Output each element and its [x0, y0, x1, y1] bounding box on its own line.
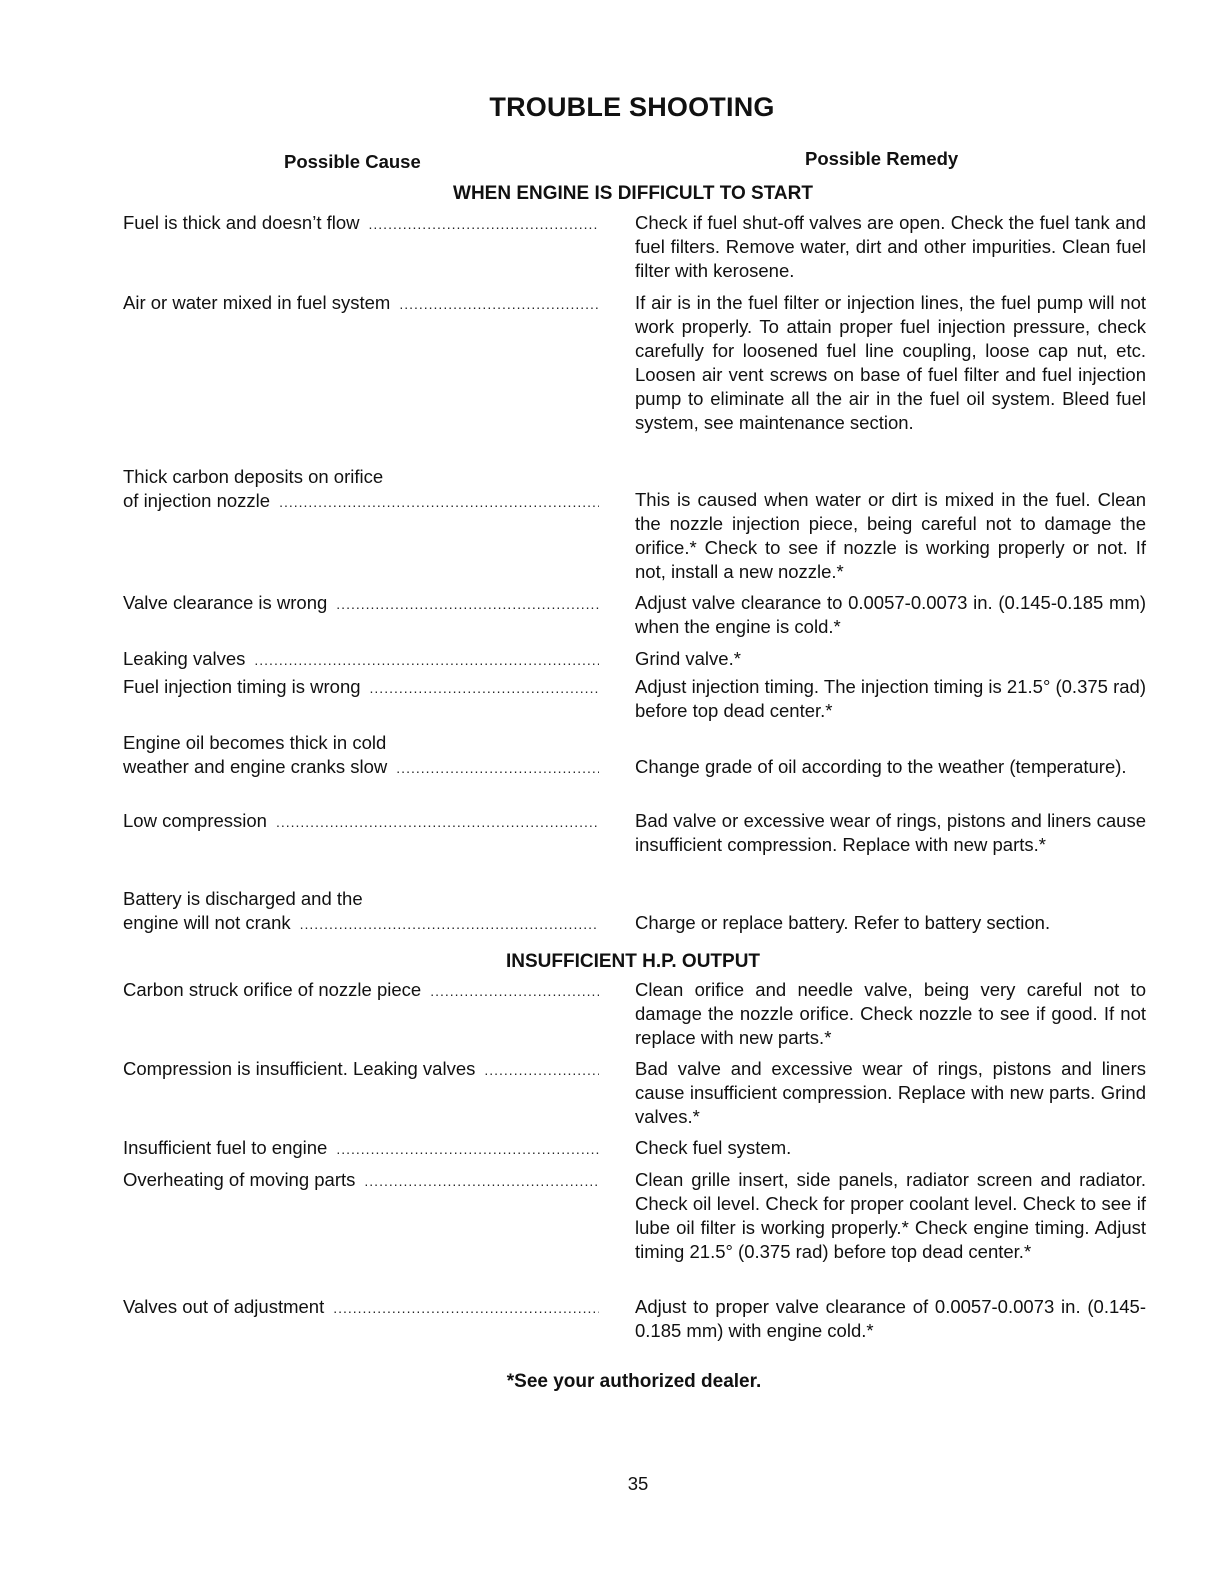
cause-text: Fuel injection timing is wrong — [123, 676, 361, 697]
cause-text: of injection nozzle — [123, 490, 271, 511]
dot-leader — [484, 1058, 599, 1082]
cause-text: Air or water mixed in fuel system — [123, 292, 391, 313]
page-title: TROUBLE SHOOTING — [489, 92, 775, 122]
cause-cell — [123, 731, 599, 780]
dot-leader — [333, 1296, 599, 1320]
remedy-text: Bad valve or excessive wear of rings, pistons and liners cause insufficient compression. Replace with new parts.* — [635, 810, 1146, 855]
cause-cell — [123, 291, 599, 316]
cause-text-first-line: Thick carbon deposits on orifice — [123, 466, 384, 487]
footnote: *See your authorized dealer. — [506, 1371, 762, 1392]
dot-leader — [364, 1169, 599, 1193]
remedy-text: Grind valve.* — [635, 648, 741, 669]
cause-text: Carbon struck orifice of nozzle piece — [123, 979, 422, 1000]
remedy-text: Adjust to proper valve clearance of 0.0057-0.0073 in. (0.145-0.185 mm) with engine cold.* — [635, 1296, 1146, 1341]
column-header-cause: Possible Cause — [284, 151, 421, 172]
cause-text: Compression is insufficient. Leaking valves — [123, 1058, 476, 1079]
cause-cell — [123, 211, 599, 236]
cause-text: Fuel is thick and doesn’t flow — [123, 212, 360, 233]
remedy-text: Check fuel system. — [635, 1137, 792, 1158]
cause-text-first-line: Battery is discharged and the — [123, 888, 363, 909]
dot-leader — [254, 648, 599, 672]
cause-cell — [123, 1295, 599, 1320]
cause-cell — [123, 1168, 599, 1193]
dot-leader — [370, 676, 599, 700]
remedy-text: Change grade of oil according to the weather (temperature). — [635, 756, 1127, 777]
remedy-text: Adjust valve clearance to 0.0057-0.0073 in. (0.145-0.185 mm) when the engine is cold.* — [635, 592, 1146, 637]
cause-cell — [123, 1136, 599, 1161]
dot-leader — [279, 490, 599, 514]
section-heading-difficult-start: WHEN ENGINE IS DIFFICULT TO START — [453, 183, 813, 204]
cause-cell — [123, 465, 599, 514]
remedy-text: Adjust injection timing. The injection timing is 21.5° (0.375 rad) before top dead center.* — [635, 676, 1146, 721]
dot-leader — [300, 912, 599, 936]
remedy-text: Bad valve and excessive wear of rings, pistons and liners cause insufficient compression. Replace with new parts. Grind valves.* — [635, 1058, 1146, 1127]
page-number: 35 — [627, 1473, 649, 1494]
cause-text: weather and engine cranks slow — [123, 756, 388, 777]
cause-cell — [123, 591, 599, 616]
cause-cell — [123, 647, 599, 672]
cause-cell — [123, 978, 599, 1003]
dot-leader — [336, 1137, 599, 1161]
cause-text: Valve clearance is wrong — [123, 592, 328, 613]
cause-cell — [123, 675, 599, 700]
cause-text-first-line: Engine oil becomes thick in cold — [123, 732, 387, 753]
dot-leader — [396, 756, 599, 780]
cause-text: engine will not crank — [123, 912, 291, 933]
cause-text: Low compression — [123, 810, 267, 831]
cause-cell — [123, 887, 599, 936]
remedy-text: If air is in the fuel filter or injection lines, the fuel pump will not work properly. To attain proper fuel injection pressure, check carefully for loosened fuel line coupling, loose cap nut, etc. Loosen air vent screws on base of fuel filter and fuel injection pump to eliminate all the air in the fuel oil system. Bleed fuel system, see maintenance section. — [635, 292, 1146, 433]
dot-leader — [430, 979, 599, 1003]
column-header-remedy: Possible Remedy — [805, 148, 959, 169]
dot-leader — [369, 212, 599, 236]
remedy-text: Check if fuel shut-off valves are open. Check the fuel tank and fuel filters. Remove water, dirt and other impurities. Clean fuel filter with kerosene. — [635, 212, 1146, 281]
cause-text: Overheating of moving parts — [123, 1169, 356, 1190]
cause-text: Valves out of adjustment — [123, 1296, 325, 1317]
remedy-text: This is caused when water or dirt is mixed in the fuel. Clean the nozzle injection piece, being careful not to damage the orifice.* Check to see if nozzle is working properly or not. If not, install a new nozzle.* — [635, 489, 1146, 582]
remedy-text: Clean orifice and needle valve, being very careful not to damage the nozzle orifice. Check nozzle to see if good. If not replace with new parts.* — [635, 979, 1146, 1048]
remedy-text: Charge or replace battery. Refer to battery section. — [635, 912, 1051, 933]
cause-text: Leaking valves — [123, 648, 246, 669]
dot-leader — [399, 292, 599, 316]
cause-cell — [123, 809, 599, 834]
cause-cell — [123, 1057, 599, 1082]
remedy-text: Clean grille insert, side panels, radiator screen and radiator. Check oil level. Check for proper coolant level. Check to see if lube oil filter is working properly.* Check engine timing. Adjust timing 21.5° (0.375 rad) before top dead center.* — [635, 1169, 1146, 1262]
dot-leader — [336, 592, 599, 616]
dot-leader — [276, 810, 599, 834]
cause-text: Insufficient fuel to engine — [123, 1137, 328, 1158]
section-heading-insufficient-hp: INSUFFICIENT H.P. OUTPUT — [505, 951, 761, 972]
